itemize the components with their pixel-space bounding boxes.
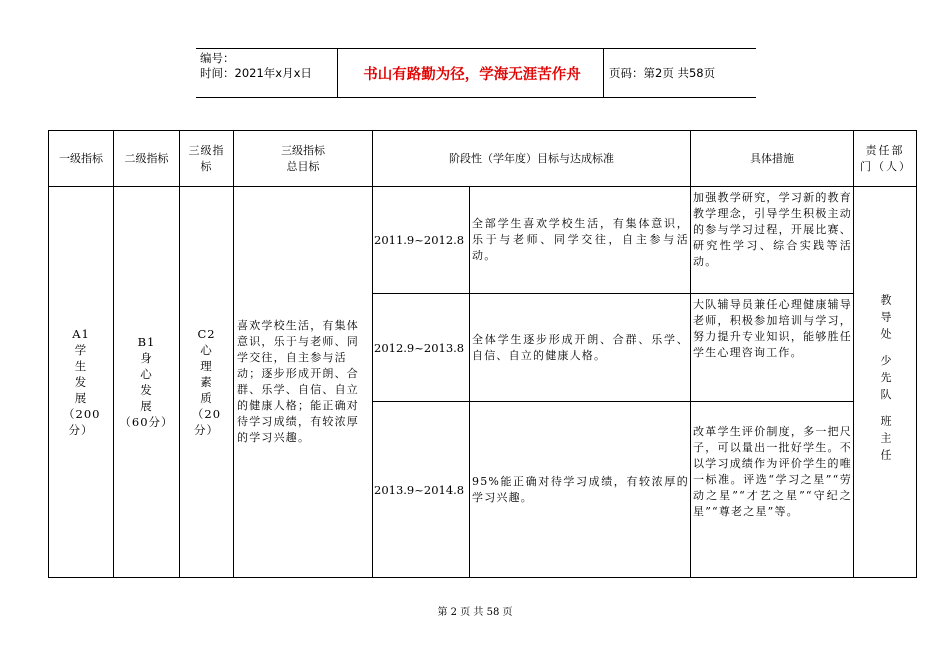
serial-label: 编号： (200, 51, 235, 65)
header-stage: 阶段性（学年度）目标与达成标准 (373, 131, 691, 187)
header-divider (603, 49, 604, 97)
header-row (49, 131, 917, 187)
standard-cell: 95%能正确对待学习成绩，有较浓厚的学习兴趣。 (470, 402, 691, 578)
period-cell: 2011.9~2012.8 (373, 187, 470, 294)
indicator-table (48, 130, 917, 578)
table-row (49, 187, 917, 294)
header-measures: 具体措施 (691, 131, 854, 187)
measure-cell: 改革学生评价制度，多一把尺子，可以量出一批好学生。不以学习成绩作为评价学生的唯一标准。评选“学习之星”“劳动之星”“才艺之星”“守纪之星”“尊老之星”等。 (691, 402, 854, 578)
page-footer: 第 2 页 共 58 页 (437, 607, 513, 618)
measure-cell: 加强教学研究，学习新的教育教学理念，引导学生积极主动的参与学习过程，开展比赛、研究性学习、综合实践等活动。 (691, 187, 854, 294)
date-line: 时间：2021年x月x日 (200, 66, 312, 80)
standard-cell: 全体学生逐步形成开朗、合群、乐学、自信、自立的健康人格。 (470, 294, 691, 402)
level2-cell: B1 身 心 发 展 （60分） (114, 187, 180, 578)
period-cell: 2013.9~2014.8 (373, 402, 470, 578)
responsible-text: 教导处 少先队 班主任 (879, 293, 892, 466)
level3-cell: C2 心 理 素 质 （20 分） (180, 187, 234, 578)
header-divider (337, 49, 338, 97)
page-info: 页码：第2页 共58页 (609, 66, 716, 80)
header-level3: 三级指标 (180, 131, 234, 187)
header-meta (200, 51, 312, 81)
header-level1: 一级指标 (49, 131, 114, 187)
header-level3-goal: 三级指标 总目标 (234, 131, 373, 187)
measure-cell: 大队辅导员兼任心理健康辅导老师，积极参加培训与学习，努力提升专业知识，能够胜任学生心理咨询工作。 (691, 294, 854, 402)
period-cell: 2012.9~2013.8 (373, 294, 470, 402)
goal-cell: 喜欢学校生活，有集体意识，乐于与老师、同学交往，自主参与活动；逐步形成开朗、合群、乐学、自信、自立的健康人格；能正确对待学习成绩，有较浓厚的学习兴趣。 (234, 187, 373, 578)
standard-cell: 全部学生喜欢学校生活，有集体意识，乐于与老师、同学交往，自主参与活动。 (470, 187, 691, 294)
page-header (196, 48, 756, 98)
responsible-cell (854, 187, 917, 578)
header-responsible: 责任部门（人） (854, 131, 917, 187)
motto: 书山有路勤为径，学海无涯苦作舟 (363, 67, 581, 83)
level1-cell: A1 学 生 发 展 （200 分） (49, 187, 114, 578)
header-level2: 二级指标 (114, 131, 180, 187)
